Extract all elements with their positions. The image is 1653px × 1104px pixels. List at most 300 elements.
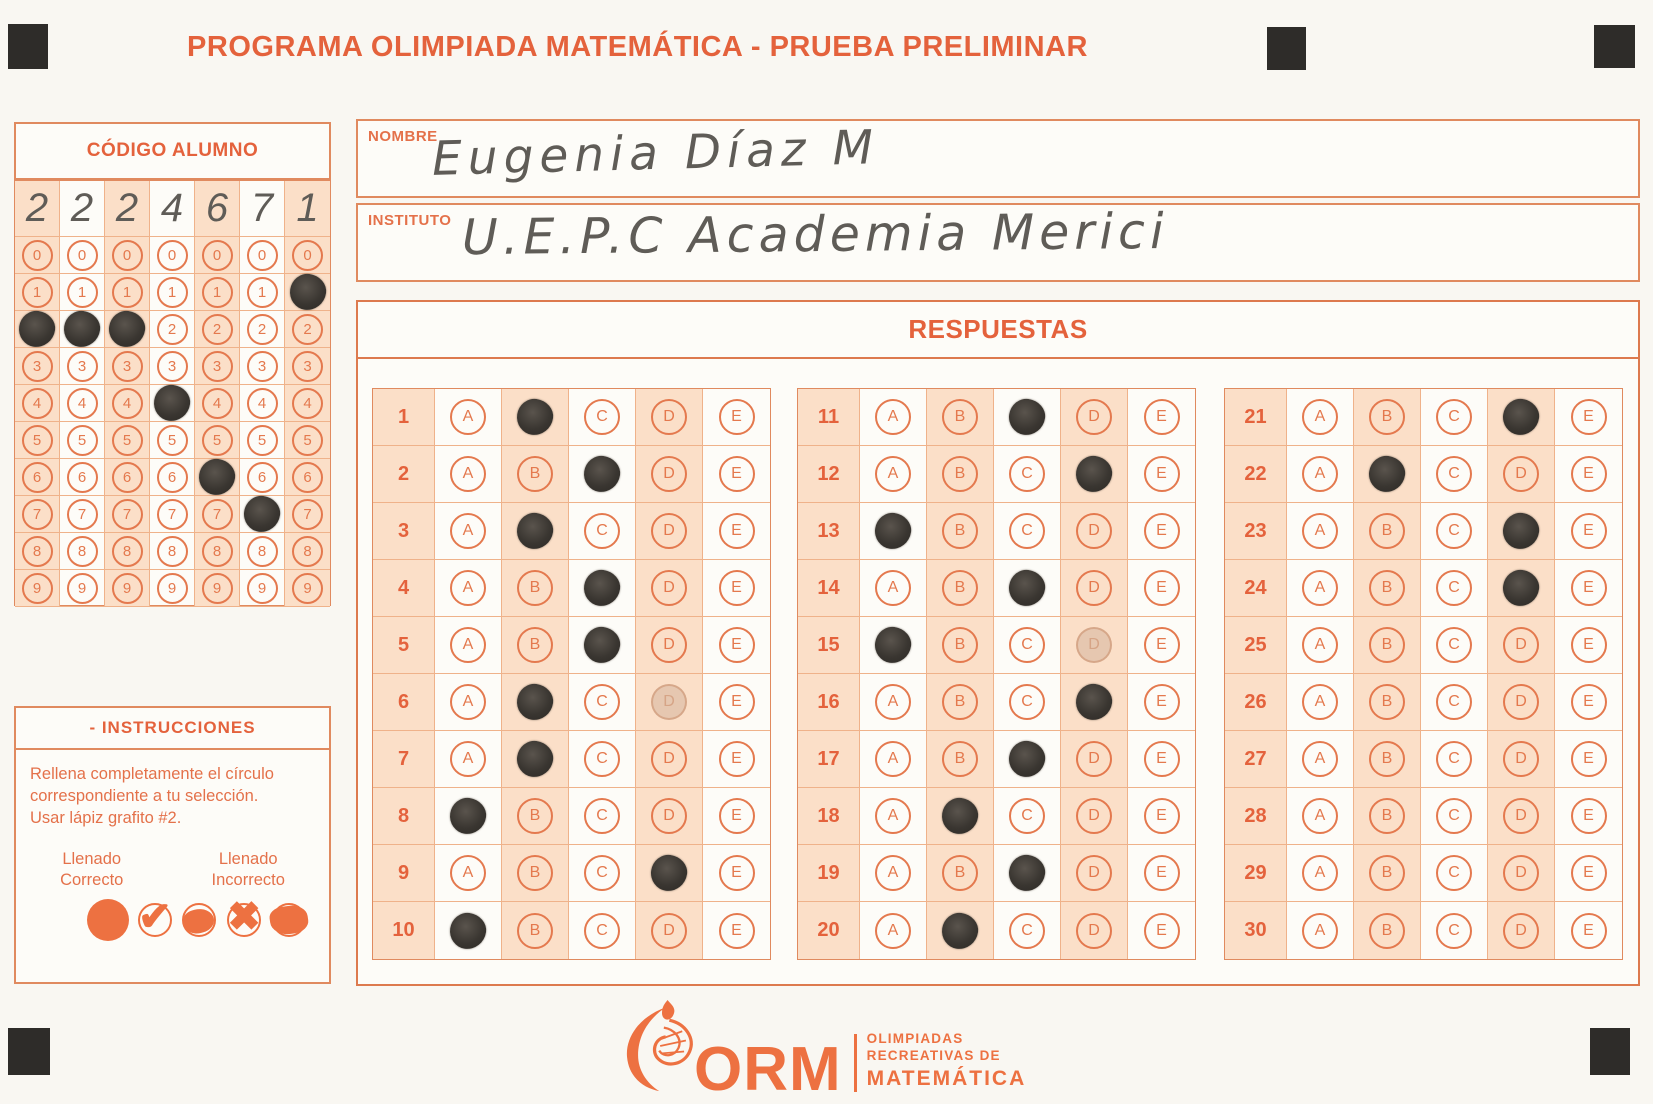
answer-bubble-q24-C[interactable]: C (1436, 570, 1472, 606)
answer-cell-q22-E (1555, 446, 1622, 503)
code-bubble-col4-4[interactable] (152, 383, 193, 424)
answer-bubble-q16-A[interactable]: A (875, 684, 911, 720)
answer-bubble-q27-B[interactable]: B (1369, 741, 1405, 777)
code-column-1 (15, 181, 60, 607)
answer-bubble-q30-A[interactable]: A (1302, 913, 1338, 949)
answer-bubble-q22-B[interactable] (1367, 454, 1408, 495)
answer-cell-q15-E (1128, 617, 1195, 674)
answer-bubble-q14-E[interactable]: E (1144, 570, 1180, 606)
answer-bubble-q17-D[interactable]: D (1076, 741, 1112, 777)
code-bubble-col6-5[interactable]: 5 (247, 425, 278, 456)
answer-bubble-q24-E[interactable]: E (1571, 570, 1607, 606)
code-bubble-col5-2[interactable]: 2 (202, 314, 233, 345)
answer-bubble-q27-A[interactable]: A (1302, 741, 1338, 777)
answer-bubble-q30-B[interactable]: B (1369, 913, 1405, 949)
answer-bubble-q1-D[interactable]: D (651, 399, 687, 435)
code-bubble-col2-3[interactable]: 3 (67, 351, 98, 382)
answer-cell-q23-E (1555, 503, 1622, 560)
code-bubble-col7-1[interactable] (287, 272, 328, 313)
code-cell-col4-0 (150, 237, 195, 274)
answer-cell-q19-C (994, 845, 1061, 902)
answer-bubble-q29-C[interactable]: C (1436, 855, 1472, 891)
answer-bubble-q27-D[interactable]: D (1503, 741, 1539, 777)
answer-row-q25 (1225, 617, 1622, 674)
answer-cell-q15-A (860, 617, 927, 674)
answer-bubble-q1-E[interactable]: E (719, 399, 755, 435)
question-number-30: 30 (1225, 902, 1287, 959)
answer-cell-q27-D (1488, 731, 1555, 788)
answer-cell-q22-A (1287, 446, 1354, 503)
answer-cell-q9-B (502, 845, 569, 902)
question-number-19: 19 (798, 845, 860, 902)
answer-cell-q20-E (1128, 902, 1195, 959)
code-bubble-col5-5[interactable]: 5 (202, 425, 233, 456)
handwritten-name: Eugenia Díaz M (431, 120, 880, 187)
answer-bubble-q12-A[interactable]: A (875, 456, 911, 492)
answer-bubble-q28-C[interactable]: C (1436, 798, 1472, 834)
answer-bubble-q2-A[interactable]: A (450, 456, 486, 492)
answer-bubble-q18-A[interactable]: A (875, 798, 911, 834)
answer-bubble-q20-C[interactable]: C (1009, 913, 1045, 949)
answer-bubble-q10-E[interactable]: E (719, 913, 755, 949)
code-bubble-col7-8[interactable]: 8 (292, 536, 323, 567)
answer-bubble-q16-B[interactable]: B (942, 684, 978, 720)
code-bubble-col7-3[interactable]: 3 (292, 351, 323, 382)
answer-bubble-q9-E[interactable]: E (719, 855, 755, 891)
code-bubble-col1-3[interactable]: 3 (22, 351, 53, 382)
answer-bubble-q26-B[interactable]: B (1369, 684, 1405, 720)
code-bubble-col6-9[interactable]: 9 (247, 573, 278, 604)
answer-row-q12 (798, 446, 1195, 503)
answer-bubble-q23-A[interactable]: A (1302, 513, 1338, 549)
code-handwritten-digit-cell (285, 181, 330, 237)
answer-bubble-q18-B[interactable] (940, 796, 981, 837)
answer-bubble-q4-E[interactable]: E (719, 570, 755, 606)
code-bubble-col3-1[interactable]: 1 (112, 277, 143, 308)
code-cell-col2-2 (60, 311, 105, 348)
instructions-title: - INSTRUCCIONES (16, 708, 329, 750)
answer-row-q7 (373, 731, 770, 788)
answer-cell-q6-C (569, 674, 636, 731)
answer-bubble-q30-E[interactable]: E (1571, 913, 1607, 949)
code-bubble-col2-1[interactable]: 1 (67, 277, 98, 308)
answer-cell-q29-D (1488, 845, 1555, 902)
answer-bubble-q7-C[interactable]: C (584, 741, 620, 777)
code-bubble-col5-0[interactable]: 0 (202, 240, 233, 271)
code-bubble-col6-6[interactable]: 6 (247, 462, 278, 493)
answer-cell-q14-D (1061, 560, 1128, 617)
code-bubble-col7-2[interactable]: 2 (292, 314, 323, 345)
answer-bubble-q4-B[interactable]: B (517, 570, 553, 606)
answer-row-q26 (1225, 674, 1622, 731)
answer-cell-q26-A (1287, 674, 1354, 731)
answer-cell-q2-E (703, 446, 770, 503)
instituto-field[interactable] (356, 203, 1640, 282)
answer-bubble-q11-B[interactable]: B (942, 399, 978, 435)
answer-bubble-q8-D[interactable]: D (651, 798, 687, 834)
answer-bubble-q2-E[interactable]: E (719, 456, 755, 492)
answer-bubble-q18-D[interactable]: D (1076, 798, 1112, 834)
answer-bubble-q2-C[interactable] (582, 454, 623, 495)
answer-bubble-q18-E[interactable]: E (1144, 798, 1180, 834)
question-number-28: 28 (1225, 788, 1287, 845)
answer-row-q15 (798, 617, 1195, 674)
code-bubble-col3-0[interactable]: 0 (112, 240, 143, 271)
answer-bubble-q24-B[interactable]: B (1369, 570, 1405, 606)
answer-bubble-q8-A[interactable] (448, 796, 489, 837)
answer-cell-q16-D (1061, 674, 1128, 731)
answer-bubble-q23-C[interactable]: C (1436, 513, 1472, 549)
answer-bubble-q6-E[interactable]: E (719, 684, 755, 720)
answer-cell-q21-C (1421, 389, 1488, 446)
answer-bubble-q16-D[interactable] (1074, 682, 1115, 723)
answer-cell-q17-B (927, 731, 994, 788)
answer-bubble-q11-A[interactable]: A (875, 399, 911, 435)
answer-bubble-q5-D[interactable]: D (651, 627, 687, 663)
answer-bubble-q30-C[interactable]: C (1436, 913, 1472, 949)
code-bubble-col7-0[interactable]: 0 (292, 240, 323, 271)
answer-bubble-q20-D[interactable]: D (1076, 913, 1112, 949)
answer-bubble-q10-D[interactable]: D (651, 913, 687, 949)
answer-bubble-q6-A[interactable]: A (450, 684, 486, 720)
code-bubble-col3-6[interactable]: 6 (112, 462, 143, 493)
answer-bubble-q18-C[interactable]: C (1009, 798, 1045, 834)
answer-bubble-q28-D[interactable]: D (1503, 798, 1539, 834)
answer-bubble-q15-A[interactable] (873, 625, 914, 666)
code-cell-col3-0 (105, 237, 150, 274)
code-bubble-col1-6[interactable]: 6 (22, 462, 53, 493)
answer-cell-q12-E (1128, 446, 1195, 503)
code-cell-col5-4 (195, 385, 240, 422)
answer-cell-q12-D (1061, 446, 1128, 503)
instructions-section (14, 706, 331, 984)
answer-bubble-q28-E[interactable]: E (1571, 798, 1607, 834)
answer-bubble-q17-B[interactable]: B (942, 741, 978, 777)
code-bubble-col6-0[interactable]: 0 (247, 240, 278, 271)
answer-bubble-q22-D[interactable]: D (1503, 456, 1539, 492)
answer-bubble-q28-B[interactable]: B (1369, 798, 1405, 834)
code-cell-col1-2 (15, 311, 60, 348)
answer-bubble-q21-D[interactable] (1501, 397, 1542, 438)
code-bubble-col1-5[interactable]: 5 (22, 425, 53, 456)
answer-cell-q30-E (1555, 902, 1622, 959)
answer-bubble-q15-C[interactable]: C (1009, 627, 1045, 663)
answer-cell-q2-B (502, 446, 569, 503)
answer-bubble-q5-B[interactable]: B (517, 627, 553, 663)
answer-bubble-q17-C[interactable] (1007, 739, 1048, 780)
code-bubble-col6-8[interactable]: 8 (247, 536, 278, 567)
answer-bubble-q11-D[interactable]: D (1076, 399, 1112, 435)
answer-bubble-q27-E[interactable]: E (1571, 741, 1607, 777)
answer-bubble-q3-B[interactable] (515, 511, 556, 552)
answer-bubble-q16-E[interactable]: E (1144, 684, 1180, 720)
answer-bubble-q21-B[interactable]: B (1369, 399, 1405, 435)
answer-bubble-q15-E[interactable]: E (1144, 627, 1180, 663)
code-bubble-col3-7[interactable]: 7 (112, 499, 143, 530)
answer-bubble-q13-C[interactable]: C (1009, 513, 1045, 549)
code-bubble-col1-7[interactable]: 7 (22, 499, 53, 530)
answer-bubble-q22-C[interactable]: C (1436, 456, 1472, 492)
answer-bubble-q14-B[interactable]: B (942, 570, 978, 606)
answer-bubble-q4-D[interactable]: D (651, 570, 687, 606)
answer-bubble-q9-A[interactable]: A (450, 855, 486, 891)
code-bubble-col3-9[interactable]: 9 (112, 573, 143, 604)
code-bubble-col1-8[interactable]: 8 (22, 536, 53, 567)
answer-bubble-q6-C[interactable]: C (584, 684, 620, 720)
answer-bubble-q16-C[interactable]: C (1009, 684, 1045, 720)
answer-bubble-q26-E[interactable]: E (1571, 684, 1607, 720)
code-bubble-col3-3[interactable]: 3 (112, 351, 143, 382)
answer-bubble-q19-E[interactable]: E (1144, 855, 1180, 891)
answer-bubble-q1-A[interactable]: A (450, 399, 486, 435)
code-bubble-col2-6[interactable]: 6 (67, 462, 98, 493)
respuestas-title: RESPUESTAS (358, 302, 1638, 359)
answer-row-q8 (373, 788, 770, 845)
answer-bubble-q12-B[interactable]: B (942, 456, 978, 492)
question-number-7: 7 (373, 731, 435, 788)
nombre-label: NOMBRE (368, 128, 438, 145)
code-bubble-col4-0[interactable]: 0 (157, 240, 188, 271)
answer-bubble-q21-A[interactable]: A (1302, 399, 1338, 435)
code-bubble-col4-6[interactable]: 6 (157, 462, 188, 493)
answer-bubble-q4-C[interactable] (582, 568, 623, 609)
answer-bubble-q26-D[interactable]: D (1503, 684, 1539, 720)
answer-cell-q1-A (435, 389, 502, 446)
answer-bubble-q21-E[interactable]: E (1571, 399, 1607, 435)
answer-bubble-q17-A[interactable]: A (875, 741, 911, 777)
code-bubble-col5-8[interactable]: 8 (202, 536, 233, 567)
answer-bubble-q23-B[interactable]: B (1369, 513, 1405, 549)
code-bubble-col4-7[interactable]: 7 (157, 499, 188, 530)
answer-bubble-q10-B[interactable]: B (517, 913, 553, 949)
answer-bubble-q8-B[interactable]: B (517, 798, 553, 834)
answer-cell-q4-E (703, 560, 770, 617)
answer-bubble-q7-A[interactable]: A (450, 741, 486, 777)
question-number-20: 20 (798, 902, 860, 959)
code-bubble-col4-9[interactable]: 9 (157, 573, 188, 604)
answer-cell-q17-C (994, 731, 1061, 788)
code-bubble-col3-4[interactable]: 4 (112, 388, 143, 419)
answer-block-2 (797, 388, 1196, 960)
code-bubble-col2-9[interactable]: 9 (67, 573, 98, 604)
code-bubble-col6-7[interactable] (242, 494, 283, 535)
code-bubble-col2-5[interactable]: 5 (67, 425, 98, 456)
answer-bubble-q19-C[interactable] (1007, 853, 1048, 894)
code-bubble-col1-2[interactable] (17, 309, 58, 350)
answer-cell-q28-C (1421, 788, 1488, 845)
answer-bubble-q7-B[interactable] (515, 739, 556, 780)
answer-bubble-q5-A[interactable]: A (450, 627, 486, 663)
answer-bubble-q15-D[interactable]: D (1076, 627, 1112, 663)
code-cell-col2-5 (60, 422, 105, 459)
answer-cell-q2-C (569, 446, 636, 503)
handwritten-instituto: U.E.P.C Academia Merici (461, 202, 1169, 267)
answer-bubble-q19-D[interactable]: D (1076, 855, 1112, 891)
code-bubble-col5-4[interactable]: 4 (202, 388, 233, 419)
answer-bubble-q10-C[interactable]: C (584, 913, 620, 949)
correct-fill-example-icon (87, 899, 129, 941)
answer-cell-q23-B (1354, 503, 1421, 560)
answer-bubble-q24-D[interactable] (1501, 568, 1542, 609)
code-bubble-col2-8[interactable]: 8 (67, 536, 98, 567)
answer-bubble-q13-D[interactable]: D (1076, 513, 1112, 549)
code-bubble-col6-4[interactable]: 4 (247, 388, 278, 419)
page-title: PROGRAMA OLIMPIADA MATEMÁTICA - PRUEBA PRELIMINAR (187, 31, 1088, 63)
answer-bubble-q14-A[interactable]: A (875, 570, 911, 606)
code-bubble-col1-1[interactable]: 1 (22, 277, 53, 308)
code-bubble-col6-3[interactable]: 3 (247, 351, 278, 382)
answer-bubble-q19-B[interactable]: B (942, 855, 978, 891)
answer-bubble-q20-A[interactable]: A (875, 913, 911, 949)
answer-bubble-q8-C[interactable]: C (584, 798, 620, 834)
code-bubble-col4-2[interactable]: 2 (157, 314, 188, 345)
answer-bubble-q9-D[interactable] (649, 853, 690, 894)
answer-bubble-q25-E[interactable]: E (1571, 627, 1607, 663)
answer-bubble-q29-A[interactable]: A (1302, 855, 1338, 891)
incorrect-cross-icon: ✖ (227, 894, 261, 939)
code-bubble-col2-0[interactable]: 0 (67, 240, 98, 271)
code-bubble-col2-2[interactable] (62, 309, 103, 350)
code-bubble-col5-6[interactable] (197, 457, 238, 498)
answer-bubble-q10-A[interactable] (448, 910, 489, 951)
code-cell-col7-2 (285, 311, 330, 348)
answer-bubble-q11-C[interactable] (1007, 397, 1048, 438)
answer-bubble-q13-E[interactable]: E (1144, 513, 1180, 549)
answer-bubble-q3-C[interactable]: C (584, 513, 620, 549)
code-bubble-col7-6[interactable]: 6 (292, 462, 323, 493)
answer-bubble-q2-B[interactable]: B (517, 456, 553, 492)
answer-bubble-q8-E[interactable]: E (719, 798, 755, 834)
answer-bubble-q5-E[interactable]: E (719, 627, 755, 663)
code-bubble-col7-5[interactable]: 5 (292, 425, 323, 456)
question-number-14: 14 (798, 560, 860, 617)
answer-bubble-q17-E[interactable]: E (1144, 741, 1180, 777)
answer-cell-q16-B (927, 674, 994, 731)
code-handwritten-digit-cell (150, 181, 195, 237)
answer-cell-q7-E (703, 731, 770, 788)
code-bubble-col4-5[interactable]: 5 (157, 425, 188, 456)
answer-bubble-q3-A[interactable]: A (450, 513, 486, 549)
answer-bubble-q13-A[interactable] (873, 511, 914, 552)
answer-bubble-q25-B[interactable]: B (1369, 627, 1405, 663)
answer-bubble-q9-B[interactable]: B (517, 855, 553, 891)
answer-bubble-q1-C[interactable]: C (584, 399, 620, 435)
respuestas-section (356, 300, 1640, 986)
answer-row-q29 (1225, 845, 1622, 902)
answer-bubble-q3-E[interactable]: E (719, 513, 755, 549)
answer-cell-q11-E (1128, 389, 1195, 446)
answer-cell-q8-D (636, 788, 703, 845)
answer-bubble-q24-A[interactable]: A (1302, 570, 1338, 606)
code-bubble-col7-9[interactable]: 9 (292, 573, 323, 604)
answer-bubble-q14-D[interactable]: D (1076, 570, 1112, 606)
answer-bubble-q23-E[interactable]: E (1571, 513, 1607, 549)
answer-bubble-q21-C[interactable]: C (1436, 399, 1472, 435)
answer-bubble-q12-D[interactable] (1074, 454, 1115, 495)
code-bubble-col5-7[interactable]: 7 (202, 499, 233, 530)
code-bubble-col3-5[interactable]: 5 (112, 425, 143, 456)
code-bubble-col2-7[interactable]: 7 (67, 499, 98, 530)
answer-bubble-q25-D[interactable]: D (1503, 627, 1539, 663)
answer-cell-q25-B (1354, 617, 1421, 674)
answer-bubble-q12-C[interactable]: C (1009, 456, 1045, 492)
answer-cell-q20-B (927, 902, 994, 959)
answer-bubble-q25-A[interactable]: A (1302, 627, 1338, 663)
answer-bubble-q30-D[interactable]: D (1503, 913, 1539, 949)
answer-cell-q30-D (1488, 902, 1555, 959)
code-bubble-col7-4[interactable]: 4 (292, 388, 323, 419)
answer-bubble-q11-E[interactable]: E (1144, 399, 1180, 435)
answer-bubble-q3-D[interactable]: D (651, 513, 687, 549)
code-bubble-col5-9[interactable]: 9 (202, 573, 233, 604)
answer-bubble-q2-D[interactable]: D (651, 456, 687, 492)
answer-bubble-q26-A[interactable]: A (1302, 684, 1338, 720)
answer-bubble-q14-C[interactable] (1007, 568, 1048, 609)
answer-bubble-q5-C[interactable] (582, 625, 623, 666)
answer-bubble-q7-D[interactable]: D (651, 741, 687, 777)
code-cell-col2-8 (60, 533, 105, 570)
question-number-17: 17 (798, 731, 860, 788)
answer-bubble-q26-C[interactable]: C (1436, 684, 1472, 720)
answer-bubble-q9-C[interactable]: C (584, 855, 620, 891)
answer-bubble-q6-B[interactable] (515, 682, 556, 723)
code-cell-col7-1 (285, 274, 330, 311)
code-bubble-col1-0[interactable]: 0 (22, 240, 53, 271)
answer-cell-q10-E (703, 902, 770, 959)
answer-bubble-q27-C[interactable]: C (1436, 741, 1472, 777)
answer-cell-q12-A (860, 446, 927, 503)
answer-bubble-q13-B[interactable]: B (942, 513, 978, 549)
answer-bubble-q28-A[interactable]: A (1302, 798, 1338, 834)
answer-bubble-q20-E[interactable]: E (1144, 913, 1180, 949)
answer-bubble-q29-D[interactable]: D (1503, 855, 1539, 891)
code-bubble-col4-8[interactable]: 8 (157, 536, 188, 567)
answer-bubble-q29-E[interactable]: E (1571, 855, 1607, 891)
nombre-field[interactable] (356, 119, 1640, 198)
code-bubble-col1-9[interactable]: 9 (22, 573, 53, 604)
code-bubble-col1-4[interactable]: 4 (22, 388, 53, 419)
code-bubble-col6-1[interactable]: 1 (247, 277, 278, 308)
code-bubble-col4-3[interactable]: 3 (157, 351, 188, 382)
answer-bubble-q23-D[interactable] (1501, 511, 1542, 552)
answer-bubble-q29-B[interactable]: B (1369, 855, 1405, 891)
answer-row-q27 (1225, 731, 1622, 788)
answer-bubble-q22-E[interactable]: E (1571, 456, 1607, 492)
code-bubble-col5-3[interactable]: 3 (202, 351, 233, 382)
answer-bubble-q20-B[interactable] (940, 910, 981, 951)
answer-bubble-q15-B[interactable]: B (942, 627, 978, 663)
answer-bubble-q19-A[interactable]: A (875, 855, 911, 891)
answer-bubble-q22-A[interactable]: A (1302, 456, 1338, 492)
orm-logo (616, 998, 1027, 1104)
answer-block-1 (372, 388, 771, 960)
answer-bubble-q25-C[interactable]: C (1436, 627, 1472, 663)
answer-cell-q1-C (569, 389, 636, 446)
code-bubble-col7-7[interactable]: 7 (292, 499, 323, 530)
code-bubble-col3-2[interactable] (107, 309, 148, 350)
answer-bubble-q12-E[interactable]: E (1144, 456, 1180, 492)
code-bubble-col2-4[interactable]: 4 (67, 388, 98, 419)
answer-bubble-q1-B[interactable] (515, 397, 556, 438)
answer-bubble-q4-A[interactable]: A (450, 570, 486, 606)
code-bubble-col3-8[interactable]: 8 (112, 536, 143, 567)
code-handwritten-digit-cell (15, 181, 60, 237)
answer-bubble-q7-E[interactable]: E (719, 741, 755, 777)
code-bubble-col5-1[interactable]: 1 (202, 277, 233, 308)
answer-bubble-q6-D[interactable]: D (651, 684, 687, 720)
code-bubble-col6-2[interactable]: 2 (247, 314, 278, 345)
code-bubble-col4-1[interactable]: 1 (157, 277, 188, 308)
